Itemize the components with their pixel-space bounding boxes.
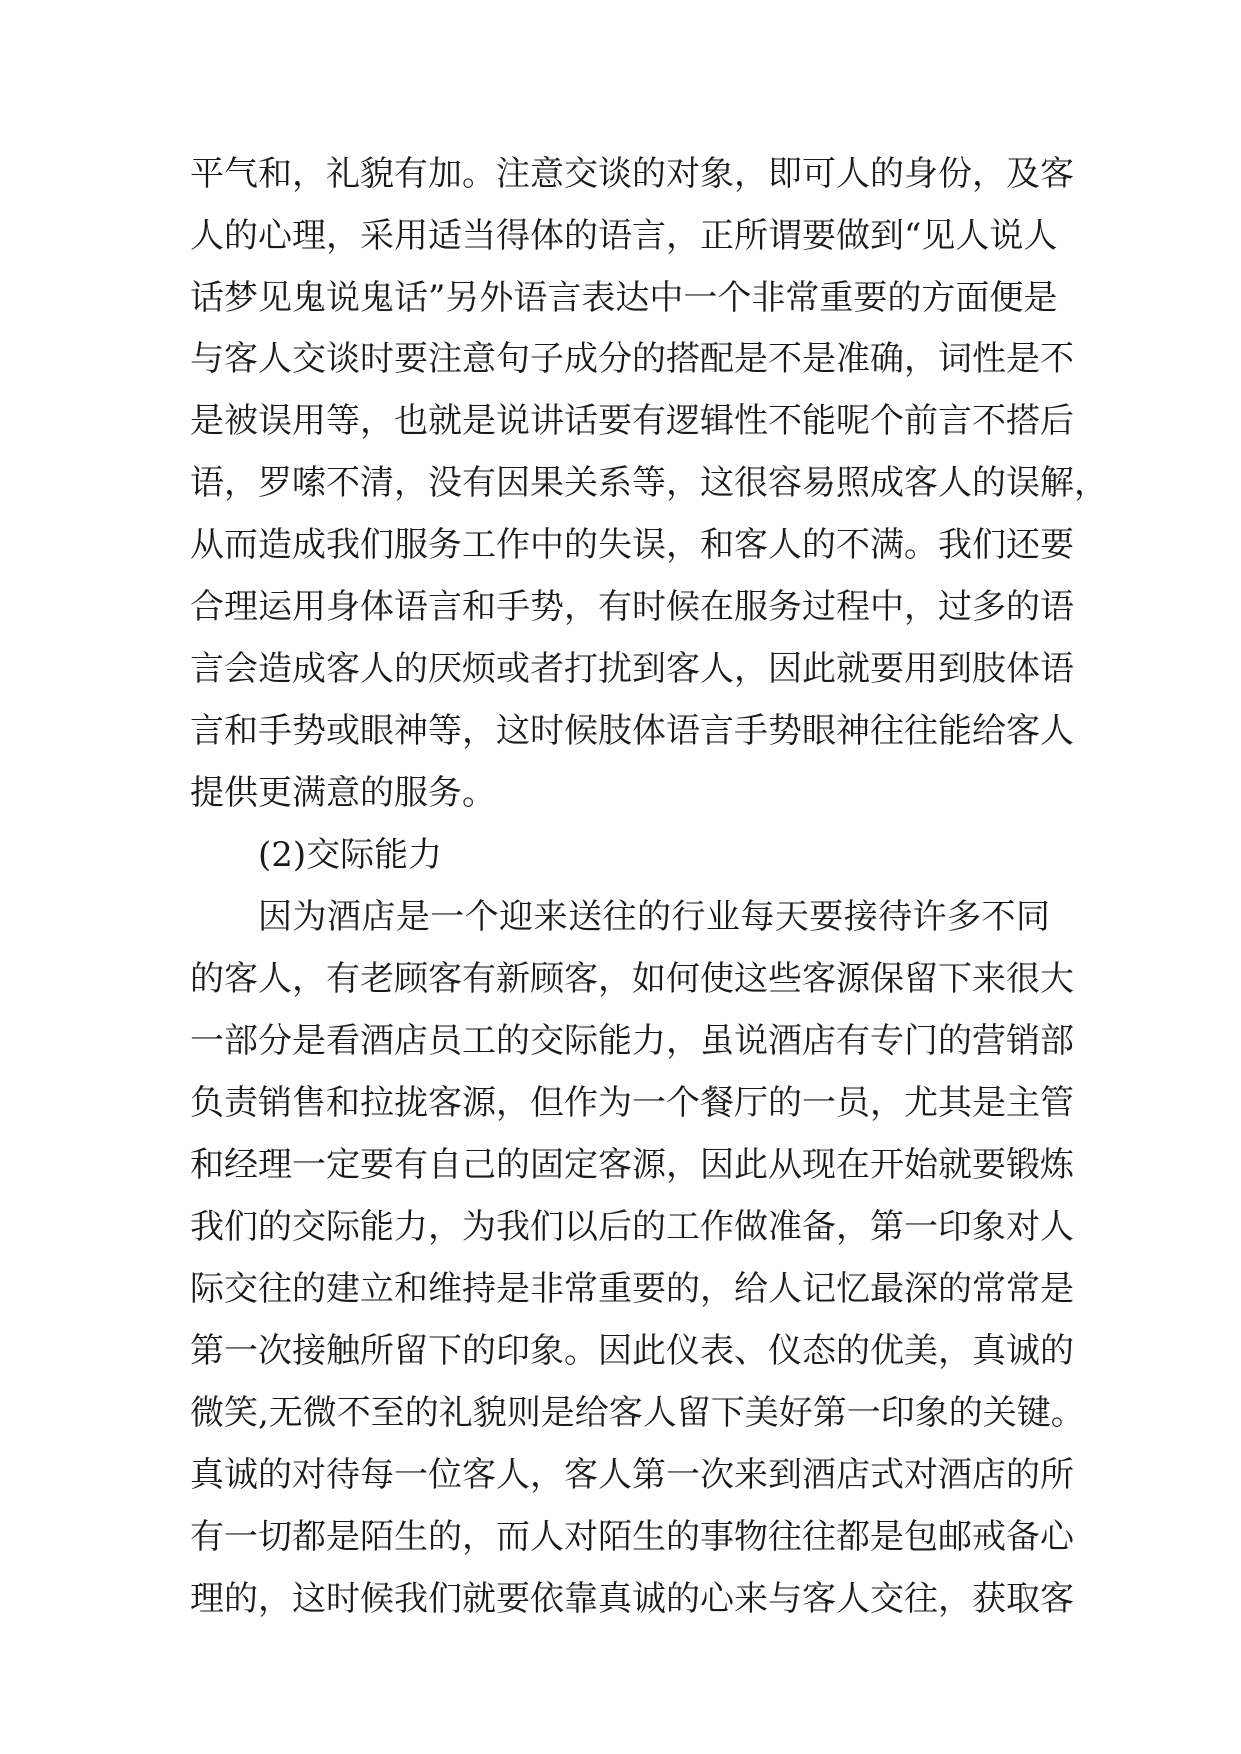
text-line: 话梦见鬼说鬼话”另外语言表达中一个非常重要的方面便是 [190,278,1058,318]
paragraph-first-line: 因为酒店是一个迎来送往的行业每天要接待许多不同 [258,897,1050,937]
text-line: 平气和，礼貌有加。注意交谈的对象，即可人的身份，及客 [190,154,1074,194]
text-line: 理的，这时候我们就要依靠真诚的心来与客人交往，获取客 [190,1579,1074,1619]
text-line: 言会造成客人的厌烦或者打扰到客人，因此就要用到肢体语 [190,649,1074,689]
text-line: 的客人，有老顾客有新顾客，如何使这些客源保留下来很大 [190,959,1074,999]
text-line: 一部分是看酒店员工的交际能力，虽说酒店有专门的营销部 [190,1021,1074,1061]
text-line: 负责销售和拉拢客源，但作为一个餐厅的一员，尤其是主管 [190,1083,1074,1123]
text-line: 人的心理，采用适当得体的语言，正所谓要做到“见人说人 [190,216,1058,256]
text-line: 从而造成我们服务工作中的失误，和客人的不满。我们还要 [190,525,1074,565]
text-line: 我们的交际能力，为我们以后的工作做准备，第一印象对人 [190,1207,1074,1247]
section-heading: (2)交际能力 [258,835,443,875]
text-line: 提供更满意的服务。 [190,773,496,813]
text-line: 真诚的对待每一位客人，客人第一次来到酒店式对酒店的所 [190,1455,1074,1495]
text-line: 第一次接触所留下的印象。因此仪表、仪态的优美，真诚的 [190,1331,1074,1371]
text-line: 语，罗嗦不清，没有因果关系等，这很容易照成客人的误解， [190,463,1108,503]
text-line: 合理运用身体语言和手势，有时候在服务过程中，过多的语 [190,587,1074,627]
text-line: 是被误用等，也就是说讲话要有逻辑性不能呢个前言不搭后 [190,401,1074,441]
text-line: 微笑,无微不至的礼貌则是给客人留下美好第一印象的关键。 [190,1393,1085,1433]
text-line: 和经理一定要有自己的固定客源，因此从现在开始就要锻炼 [190,1145,1074,1185]
text-line: 与客人交谈时要注意句子成分的搭配是不是准确，词性是不 [190,339,1074,379]
text-line: 有一切都是陌生的，而人对陌生的事物往往都是包邮戒备心 [190,1517,1074,1557]
text-line: 言和手势或眼神等，这时候肢体语言手势眼神往往能给客人 [190,711,1074,751]
text-line: 际交往的建立和维持是非常重要的，给人记忆最深的常常是 [190,1269,1074,1309]
